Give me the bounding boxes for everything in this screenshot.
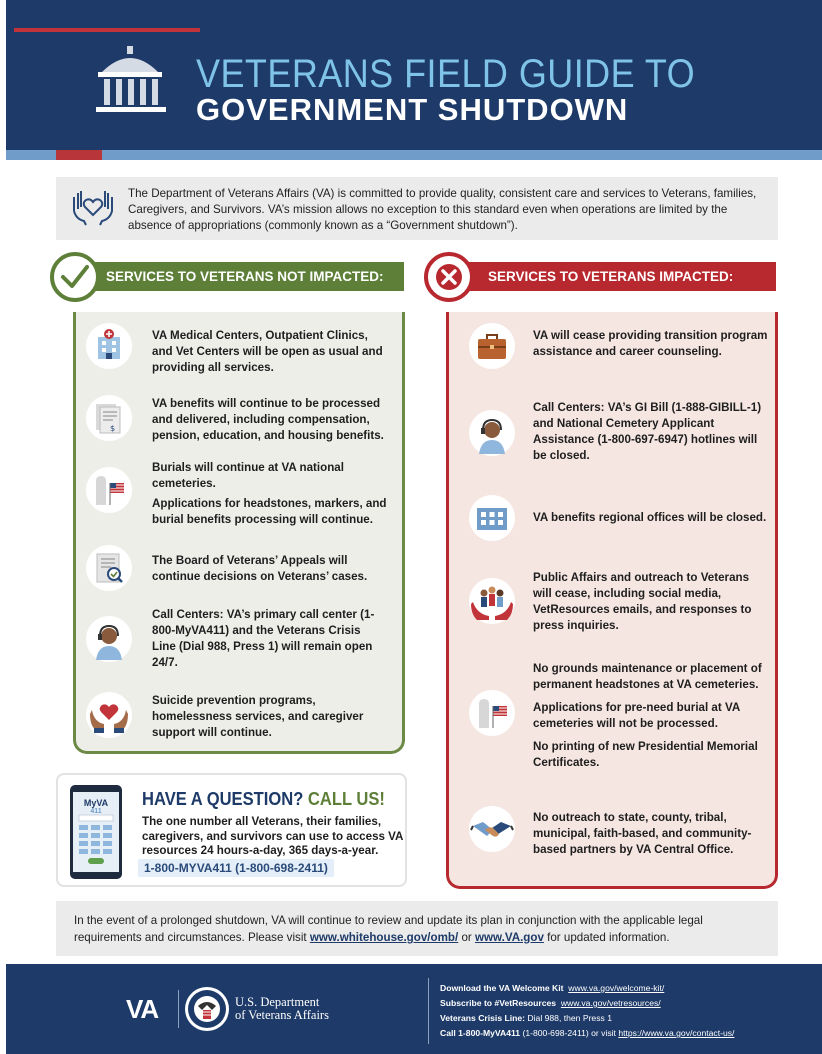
impacted-item-text-3: No printing of new Presidential Memorial Certificates. — [533, 740, 758, 769]
header-stripe — [6, 150, 822, 160]
phone-number-link[interactable]: 1-800-MYVA411 (1-800-698-2411) — [138, 859, 334, 877]
not-impacted-item-text: The Board of Veterans’ Appeals will continue decisions on Veterans’ cases. — [152, 554, 368, 583]
vetresources-link[interactable]: www.va.gov/vetresources/ — [560, 998, 661, 1008]
crisis-line-label: Veterans Crisis Line: — [440, 1013, 526, 1023]
list-item-icon-wrap — [86, 545, 132, 591]
call-us-box — [56, 773, 407, 887]
title-line-2: GOVERNMENT SHUTDOWN — [196, 92, 629, 127]
impacted-item-text: No grounds maintenance or placement of permanent headstones at VA cemeteries. — [533, 662, 762, 691]
vetresources-row — [440, 996, 734, 1011]
impacted-item-text: VA will cease providing transition program assistance and career counseling. — [533, 329, 768, 358]
vetresources-label: Subscribe to #VetResources — [440, 998, 557, 1008]
not-impacted-item-text: VA Medical Centers, Outpatient Clinics, and Vet Centers will be open as usual and providing all services. — [152, 329, 383, 374]
capitol-building-icon — [88, 46, 172, 118]
headstone-flag-icon — [86, 467, 132, 513]
hands-heart-icon — [86, 692, 132, 738]
welcome-kit-row — [440, 981, 734, 996]
list-item-icon-wrap — [469, 495, 515, 541]
list-item-icon-wrap — [469, 690, 515, 736]
list-item-icon-wrap — [469, 323, 515, 369]
list-item-icon-wrap — [86, 467, 132, 513]
va-seal-icon — [184, 986, 230, 1032]
impacted-item-text: Call Centers: VA’s GI Bill (1-888-GIBILL-1) and National Cemetery Applicant Assistance (1-800-697-6947) hotlines will be closed. — [533, 401, 762, 462]
office-building-icon — [469, 495, 515, 541]
title-line-1: VETERANS FIELD GUIDE TO — [196, 52, 696, 96]
call-us-text: The one number all Veterans, their families, caregivers, and survivors can use to access VA resources 24 hours-a-day, 365 days-a-year. — [142, 815, 403, 857]
not-impacted-item-text-2: Applications for headstones, markers, and burial benefits processing will continue. — [152, 497, 387, 526]
checkmark-icon — [54, 256, 96, 298]
not-impacted-panel — [73, 312, 405, 754]
not-impacted-item-text: Suicide prevention programs, homelessness services, and caregiver support will continue. — [152, 694, 364, 739]
cross-badge — [424, 252, 474, 302]
checkmark-badge — [50, 252, 100, 302]
impacted-item-text: Public Affairs and outreach to Veterans will cease, including social media, VetResources emails, and responses to press inquiries. — [533, 571, 752, 632]
list-item-icon-wrap — [86, 323, 132, 369]
list-item-icon-wrap — [469, 410, 515, 456]
call-us-heading-accent: CALL US! — [307, 789, 385, 809]
contact-row — [440, 1026, 734, 1041]
call-us-heading-main: HAVE A QUESTION? — [142, 789, 304, 809]
call-us-heading — [142, 789, 385, 810]
impacted-heading: SERVICES TO VETERANS IMPACTED: — [452, 262, 776, 291]
impacted-item-text: VA benefits regional offices will be closed. — [533, 511, 767, 524]
note-text-end: for updated information. — [543, 931, 670, 944]
footer-links — [440, 981, 734, 1041]
list-item-icon-wrap — [86, 692, 132, 738]
note-text-mid: or — [458, 931, 475, 944]
footer-divider — [428, 978, 429, 1044]
note-text: In the event of a prolonged shutdown, VA will continue to review and update its plan in conjunction with the applicable legal requirements and circumstances. Please visit — [74, 914, 703, 944]
not-impacted-heading: SERVICES TO VETERANS NOT IMPACTED: — [82, 262, 404, 291]
logo-divider — [178, 990, 179, 1028]
department-line-1: U.S. Department — [235, 995, 320, 1009]
list-item-icon-wrap — [86, 395, 132, 441]
impacted-item-text-2: Applications for pre-need burial at VA cemeteries will not be processed. — [533, 701, 740, 730]
contact-text: (1-800-698-2411) or visit — [522, 1028, 616, 1038]
handshake-icon — [469, 806, 515, 852]
list-item-icon-wrap — [469, 806, 515, 852]
contact-label: Call 1-800-MyVA411 — [440, 1028, 521, 1038]
list-item-icon-wrap — [86, 616, 132, 662]
phone-brand-number: 411 — [90, 808, 102, 815]
list-item-icon-wrap — [469, 578, 515, 624]
crisis-line-text: Dial 988, then Press 1 — [527, 1013, 612, 1023]
svg-text:$: $ — [110, 424, 116, 433]
not-impacted-item-text: Call Centers: VA’s primary call center (1-800-MyVA411) and the Veterans Crisis Line (Dial 988, Press 1) will remain open 24/7. — [152, 608, 375, 669]
welcome-kit-link[interactable]: www.va.gov/welcome-kit/ — [568, 983, 665, 993]
phone-brand: MyVA — [83, 798, 109, 808]
header-stripe-accent — [56, 150, 102, 160]
welcome-kit-label: Download the VA Welcome Kit — [440, 983, 564, 993]
call-agent-icon — [86, 616, 132, 662]
va-logo: VA — [126, 994, 159, 1024]
header-banner — [6, 0, 822, 152]
not-impacted-item-text: Burials will continue at VA national cemeteries. — [152, 461, 344, 490]
department-name — [235, 996, 329, 1022]
hands-heart-outline-icon — [72, 189, 114, 227]
va-gov-link[interactable]: www.VA.gov — [474, 931, 544, 944]
not-impacted-item-text: VA benefits will continue to be processed and delivered, including compensation, pension, education, and housing benefits. — [152, 397, 384, 442]
intro-box — [56, 177, 778, 240]
hospital-icon — [86, 323, 132, 369]
header-accent-line — [14, 28, 200, 32]
contact-us-link[interactable]: https://www.va.gov/contact-us/ — [618, 1028, 735, 1038]
department-line-2: of Veterans Affairs — [235, 1008, 329, 1022]
document-dollar-icon — [86, 395, 132, 441]
briefcase-icon — [469, 323, 515, 369]
intro-text: The Department of Veterans Affairs (VA) is committed to provide quality, consistent care and services to Veterans, families, Caregivers, and Survivors. VA’s mission allows no exception to this standard even when operations are limited by the absence of appropriations (commonly known as a “Government shutdown”). — [128, 187, 757, 232]
call-agent-icon — [469, 410, 515, 456]
headstone-flag-icon — [469, 690, 515, 736]
impacted-item-text: No outreach to state, county, tribal, municipal, faith-based, and community-based partners by VA Central Office. — [533, 811, 752, 856]
footer — [6, 964, 822, 1054]
shutdown-note — [56, 901, 778, 956]
crisis-line-row — [440, 1011, 734, 1026]
whitehouse-link[interactable]: www.whitehouse.gov/omb/ — [309, 931, 459, 944]
x-mark-icon — [428, 256, 470, 298]
people-hands-icon — [469, 578, 515, 624]
document-review-icon — [86, 545, 132, 591]
